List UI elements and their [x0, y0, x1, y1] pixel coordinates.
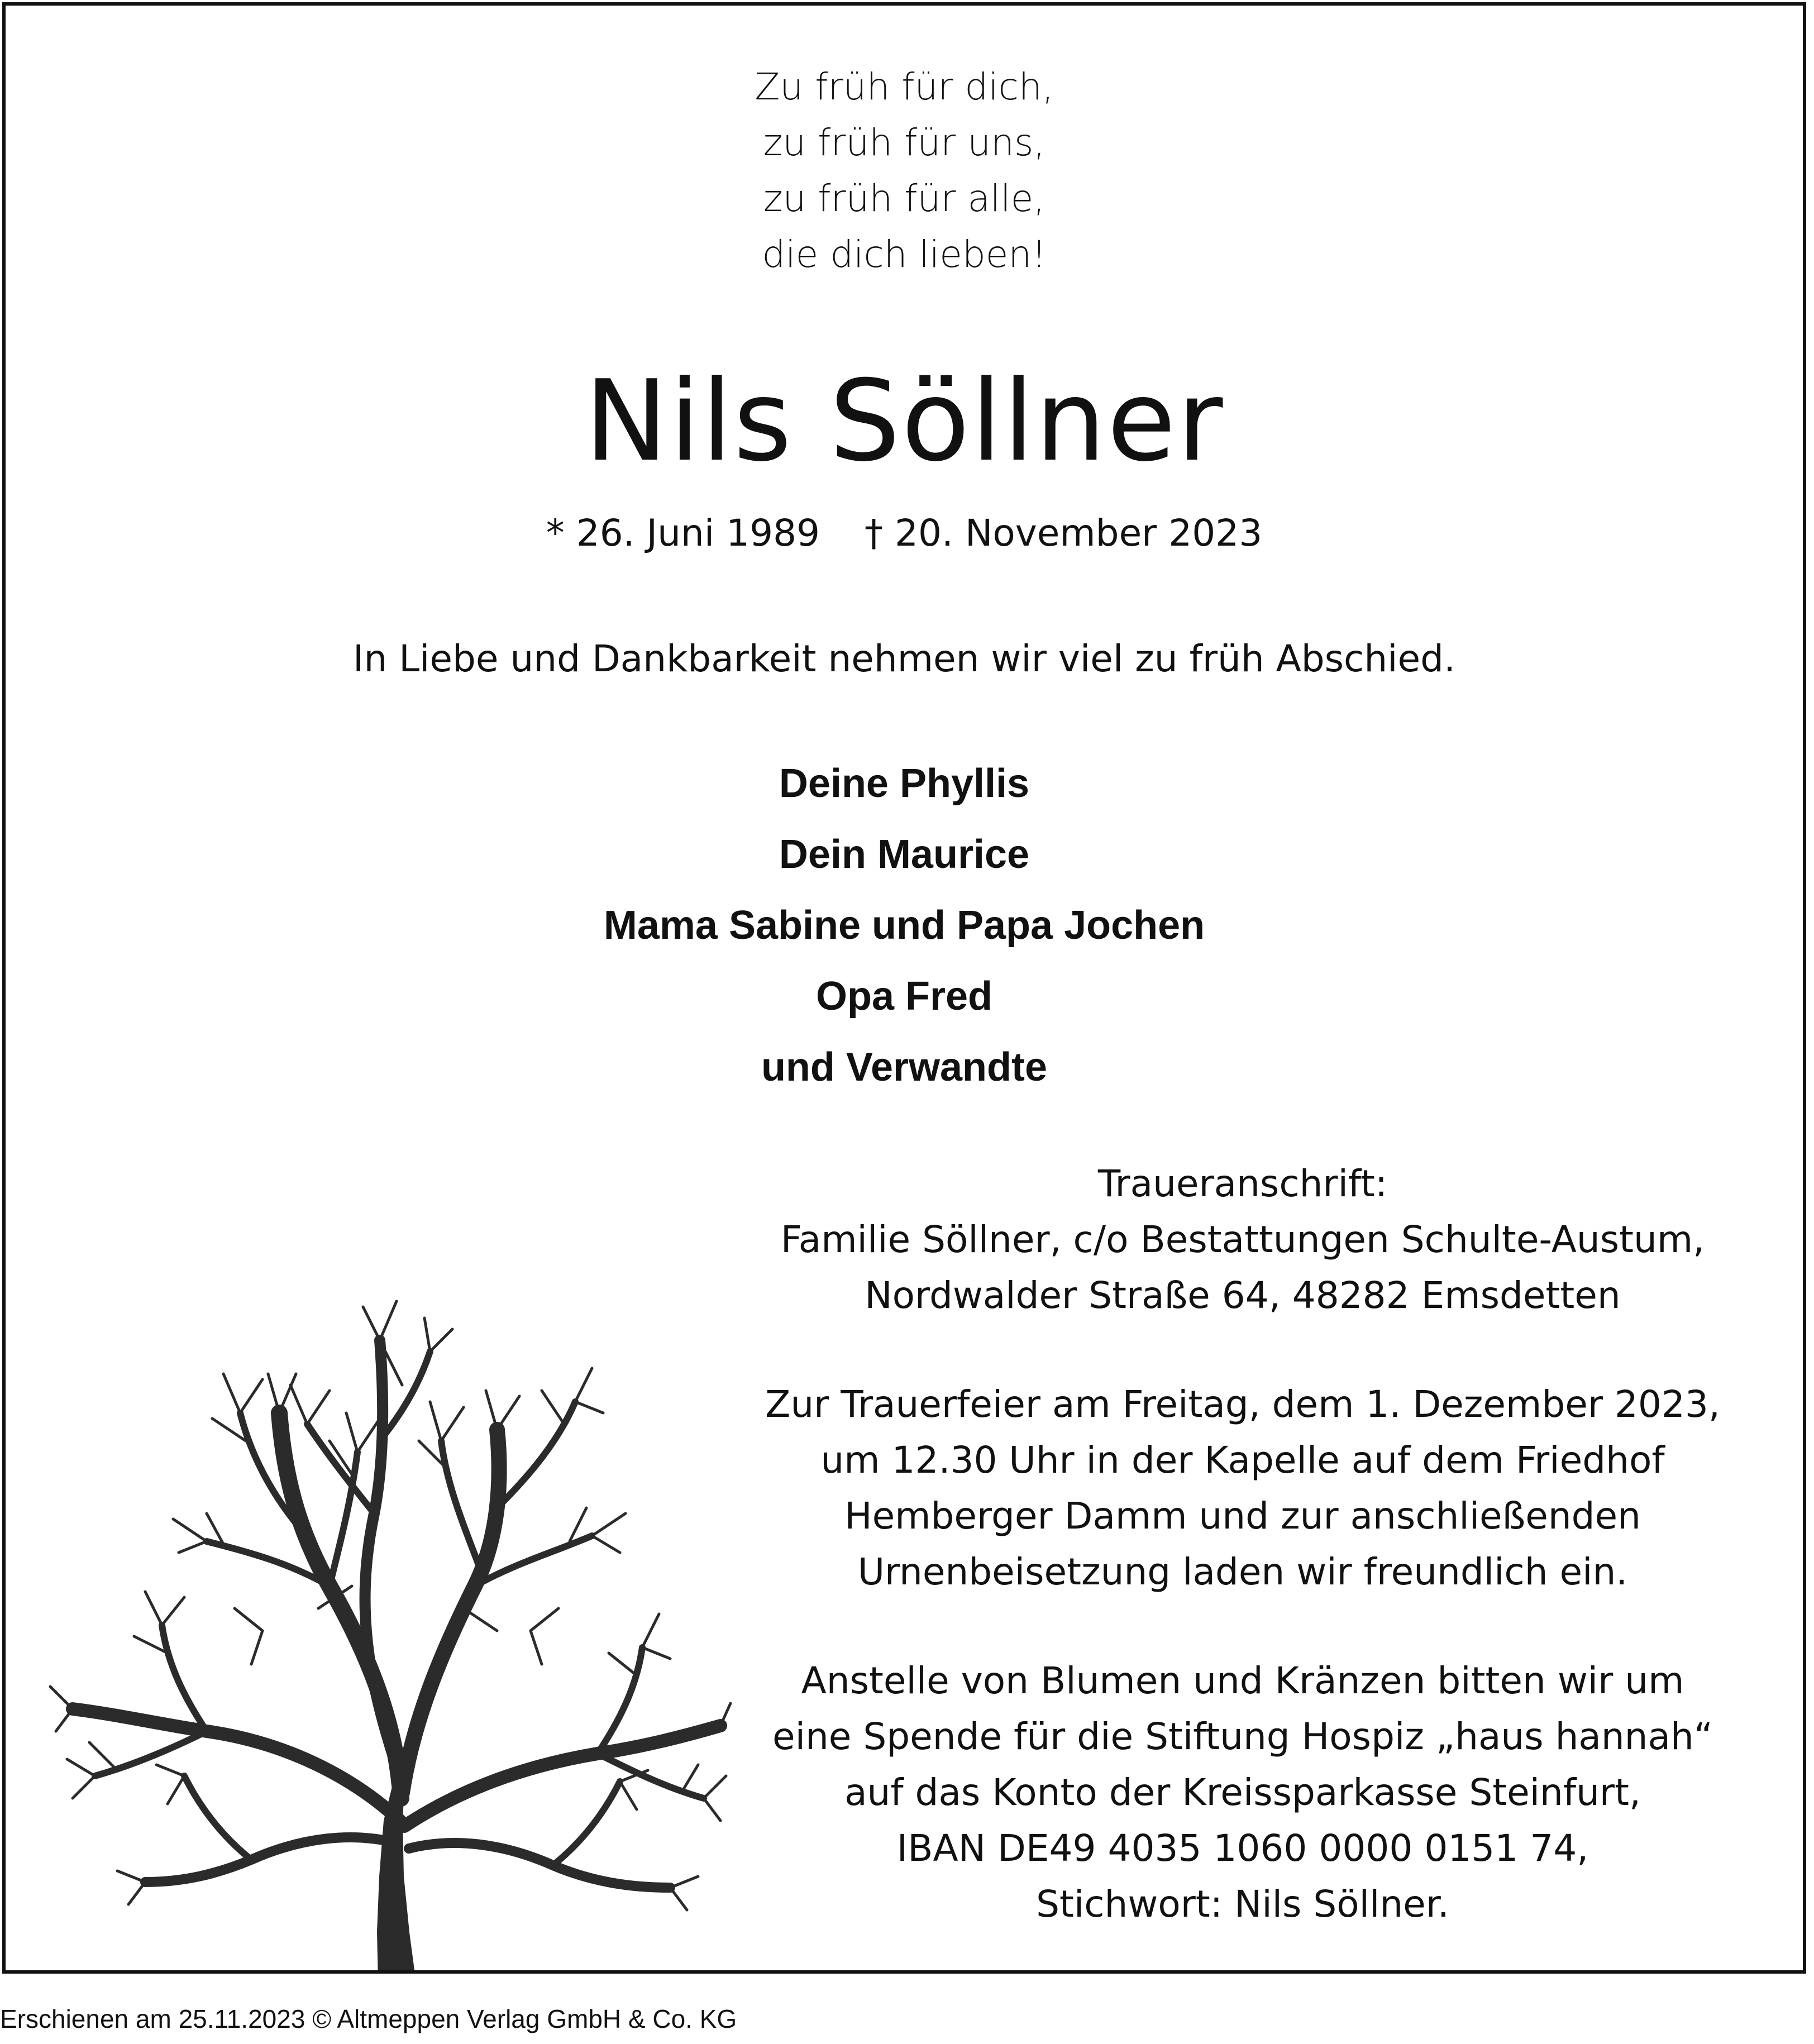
ceremony-line: Zur Trauerfeier am Freitag, dem 1. Dezember 2023, — [765, 1383, 1720, 1426]
mourner: Deine Phyllis — [779, 761, 1030, 806]
ceremony-line: um 12.30 Uhr in der Kapelle auf dem Friedhof — [820, 1439, 1665, 1482]
farewell-text: In Liebe und Dankbarkeit nehmen wir viel zu früh Abschied. — [352, 637, 1455, 680]
mourner: Mama Sabine und Papa Jochen — [603, 903, 1205, 948]
birth-date: * 26. Juni 1989 — [546, 512, 820, 555]
mourner: Dein Maurice — [779, 832, 1030, 877]
donation-line: IBAN DE49 4035 1060 0000 0151 74, — [896, 1827, 1589, 1870]
address-line: Nordwalder Straße 64, 48282 Emsdetten — [865, 1274, 1621, 1317]
publication-footer: Erschienen am 25.11.2023 © Altmeppen Verlag GmbH & Co. KG — [0, 2004, 737, 2033]
ceremony-info — [732, 1377, 1754, 1600]
death-date: † 20. November 2023 — [865, 512, 1263, 555]
bare-tree-icon — [39, 1273, 732, 1974]
mourners-list — [6, 748, 1803, 1103]
donation-line: auf das Konto der Kreissparkasse Steinfurt, — [844, 1771, 1641, 1814]
ceremony-line: Hemberger Damm und zur anschließenden — [844, 1494, 1641, 1537]
mourning-address — [732, 1156, 1754, 1324]
deceased-name: Nils Söllner — [584, 356, 1224, 486]
motto-line: Zu früh für dich, — [755, 65, 1054, 108]
motto-poem — [6, 59, 1803, 283]
address-line: Familie Söllner, c/o Bestattungen Schulte-Austum, — [780, 1218, 1705, 1261]
motto-line: die dich lieben! — [762, 233, 1047, 276]
donation-line: Stichwort: Nils Söllner. — [1036, 1883, 1449, 1926]
obituary-frame — [2, 2, 1806, 1974]
mourner: Opa Fred — [815, 974, 993, 1019]
motto-line: zu früh für uns, — [763, 121, 1046, 164]
mourner: und Verwandte — [761, 1045, 1048, 1090]
motto-line: zu früh für alle, — [763, 177, 1046, 220]
ceremony-line: Urnenbeisetzung laden wir freundlich ein. — [857, 1550, 1628, 1593]
address-line: Traueranschrift: — [1097, 1162, 1388, 1205]
donation-line: Anstelle von Blumen und Kränzen bitten wir um — [801, 1659, 1684, 1702]
donation-info — [732, 1653, 1754, 1932]
donation-line: eine Spende für die Stiftung Hospiz „haus hannah“ — [772, 1715, 1713, 1758]
life-dates — [6, 505, 1803, 561]
